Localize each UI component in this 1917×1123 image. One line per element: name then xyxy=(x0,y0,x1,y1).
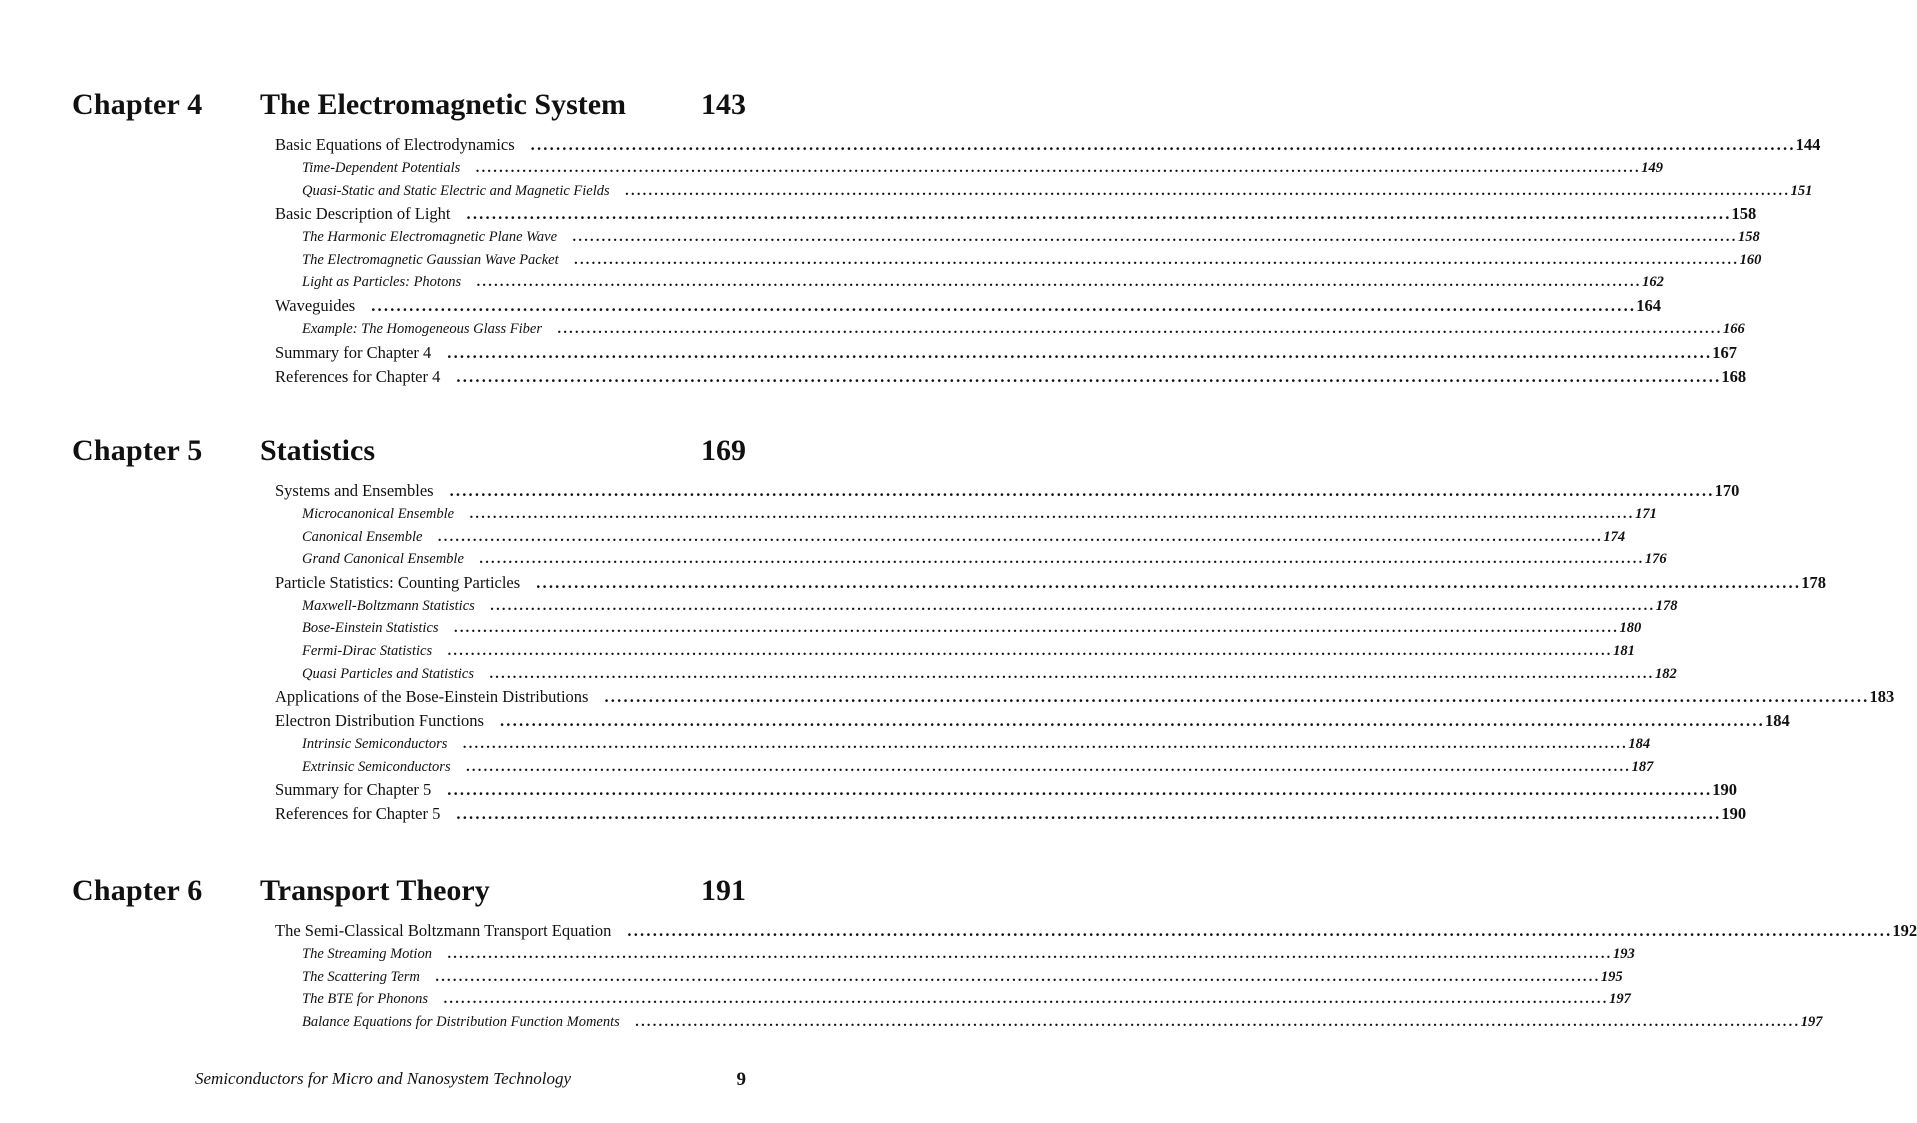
chapter-title: The Electromagnetic System xyxy=(260,88,627,121)
toc-subsection-entry[interactable] xyxy=(302,640,1635,663)
footer-book-title: Semiconductors for Micro and Nanosystem Technology xyxy=(195,1069,572,1088)
entry-page-number: 174 xyxy=(1603,528,1626,545)
toc-subsection-entry[interactable] xyxy=(302,1011,1823,1034)
dot-leader: ........................................................................................................................................................................................................ xyxy=(371,295,1637,315)
entry-title: The BTE for Phonons xyxy=(302,991,429,1008)
entry-title: Maxwell-Boltzmann Statistics xyxy=(302,597,475,614)
entry-page-number: 190 xyxy=(1712,780,1738,800)
entry-page-number: 144 xyxy=(1795,135,1821,154)
entry-title: Systems and Ensembles xyxy=(275,481,434,500)
toc-section-entry[interactable] xyxy=(275,685,1895,709)
entry-page-number: 170 xyxy=(1714,481,1740,500)
chapter-page-number: 143 xyxy=(701,88,746,121)
chapter-5-section xyxy=(72,434,1895,826)
dot-leader: ........................................................................................................................................................................................................ xyxy=(625,182,1791,199)
chapter-entries xyxy=(72,133,1821,389)
dot-leader: ........................................................................................................................................................................................................ xyxy=(489,665,1655,682)
toc-subsection-entry[interactable] xyxy=(302,548,1667,571)
dot-leader: ........................................................................................................................................................................................................ xyxy=(627,921,1893,940)
page-footer xyxy=(195,1069,746,1091)
toc-subsection-entry[interactable] xyxy=(302,663,1677,686)
toc-subsection-entry[interactable] xyxy=(302,271,1664,294)
entry-title: The Semi-Classical Boltzmann Transport Equation xyxy=(275,921,612,940)
dot-leader: ........................................................................................................................................................................................................ xyxy=(573,229,1739,246)
entry-title: Fermi-Dirac Statistics xyxy=(302,642,433,659)
dot-leader: ........................................................................................................................................................................................................ xyxy=(447,780,1713,800)
entry-title: Waveguides xyxy=(275,295,356,315)
chapter-label: Chapter 6 xyxy=(72,874,203,907)
entry-title: The Electromagnetic Gaussian Wave Packet xyxy=(302,251,559,268)
toc-subsection-entry[interactable] xyxy=(302,157,1664,180)
chapter-title: Transport Theory xyxy=(260,874,490,907)
entry-page-number: 184 xyxy=(1764,711,1790,731)
dot-leader: ........................................................................................................................................................................................................ xyxy=(454,620,1620,637)
toc-subsection-entry[interactable] xyxy=(302,966,1623,989)
dot-leader: ........................................................................................................................................................................................................ xyxy=(635,1013,1801,1030)
entry-title: Light as Particles: Photons xyxy=(302,274,462,291)
entry-title: Extrinsic Semiconductors xyxy=(302,758,451,775)
chapter-entries xyxy=(72,479,1895,826)
dot-leader: ........................................................................................................................................................................................................ xyxy=(604,687,1870,707)
entry-page-number: 149 xyxy=(1641,160,1664,176)
entry-title: Applications of the Bose-Einstein Distributions xyxy=(275,687,589,707)
chapter-label: Chapter 4 xyxy=(72,88,203,121)
entry-title: Summary for Chapter 5 xyxy=(275,780,432,800)
toc-section-entry[interactable] xyxy=(275,133,1821,157)
dot-leader: ........................................................................................................................................................................................................ xyxy=(558,320,1724,337)
entry-page-number: 184 xyxy=(1628,736,1651,753)
dot-leader: ........................................................................................................................................................................................................ xyxy=(490,597,1656,614)
entry-title: Basic Equations of Electrodynamics xyxy=(275,135,515,154)
entry-title: Microcanonical Ensemble xyxy=(302,506,455,522)
dot-leader: ........................................................................................................................................................................................................ xyxy=(476,160,1642,176)
entry-title: Particle Statistics: Counting Particles xyxy=(275,572,521,592)
chapter-label: Chapter 5 xyxy=(72,434,203,467)
footer-page-number: 9 xyxy=(736,1069,746,1090)
entry-page-number: 178 xyxy=(1655,597,1678,614)
dot-leader: ........................................................................................................................................................................................................ xyxy=(499,711,1765,731)
entry-page-number: 151 xyxy=(1790,182,1813,199)
entry-page-number: 180 xyxy=(1619,620,1642,637)
chapter-page-number: 169 xyxy=(701,434,746,467)
entry-title: Balance Equations for Distribution Function Moments xyxy=(302,1013,620,1030)
chapter-heading xyxy=(72,874,746,914)
toc-section-entry[interactable] xyxy=(275,571,1826,595)
dot-leader: ........................................................................................................................................................................................................ xyxy=(447,946,1613,962)
chapter-entries xyxy=(72,919,1917,1033)
entry-title: Example: The Homogeneous Glass Fiber xyxy=(302,320,543,337)
toc-section-entry[interactable] xyxy=(275,709,1790,733)
dot-leader: ........................................................................................................................................................................................................ xyxy=(463,736,1629,753)
entry-page-number: 182 xyxy=(1654,665,1677,682)
toc-section-entry[interactable] xyxy=(275,778,1738,802)
entry-page-number: 193 xyxy=(1612,946,1635,962)
entry-page-number: 197 xyxy=(1800,1013,1823,1030)
toc-subsection-entry[interactable] xyxy=(302,318,1745,341)
toc-section-entry[interactable] xyxy=(275,919,1917,943)
toc-section-entry[interactable] xyxy=(275,341,1738,365)
entry-title: Quasi-Static and Static Electric and Magnetic Fields xyxy=(302,182,610,199)
toc-section-entry[interactable] xyxy=(275,802,1747,826)
entry-page-number: 167 xyxy=(1712,342,1738,362)
toc-section-entry[interactable] xyxy=(275,202,1757,226)
dot-leader: ........................................................................................................................................................................................................ xyxy=(456,366,1722,386)
dot-leader: ........................................................................................................................................................................................................ xyxy=(470,506,1636,522)
entry-title: Grand Canonical Ensemble xyxy=(302,551,464,568)
entry-title: Quasi Particles and Statistics xyxy=(302,665,474,682)
chapter-heading xyxy=(72,434,746,474)
dot-leader: ........................................................................................................................................................................................................ xyxy=(466,758,1632,775)
entry-page-number: 195 xyxy=(1600,968,1623,985)
toc-subsection-entry[interactable] xyxy=(302,226,1760,249)
toc-subsection-entry[interactable] xyxy=(302,249,1762,272)
dot-leader: ........................................................................................................................................................................................................ xyxy=(447,342,1713,362)
toc-subsection-entry[interactable] xyxy=(302,733,1651,756)
entry-page-number: 178 xyxy=(1801,572,1826,592)
dot-leader: ........................................................................................................................................................................................................ xyxy=(574,251,1740,268)
entry-page-number: 181 xyxy=(1613,642,1635,659)
entry-title: Summary for Chapter 4 xyxy=(275,342,432,362)
entry-title: Time-Dependent Potentials xyxy=(302,160,461,176)
entry-page-number: 187 xyxy=(1631,758,1654,775)
toc-section-entry[interactable] xyxy=(275,365,1747,389)
toc-subsection-entry[interactable] xyxy=(302,526,1626,549)
entry-page-number: 164 xyxy=(1636,295,1661,315)
entry-page-number: 190 xyxy=(1721,804,1747,824)
entry-title: Canonical Ensemble xyxy=(302,528,423,545)
entry-page-number: 176 xyxy=(1644,551,1667,568)
entry-page-number: 171 xyxy=(1635,506,1657,522)
toc-subsection-entry[interactable] xyxy=(302,595,1678,618)
entry-page-number: 166 xyxy=(1723,320,1745,337)
entry-page-number: 160 xyxy=(1739,251,1762,268)
entry-title: Electron Distribution Functions xyxy=(275,711,484,731)
entry-title: Bose-Einstein Statistics xyxy=(302,620,439,637)
dot-leader: ........................................................................................................................................................................................................ xyxy=(466,204,1732,224)
toc-subsection-entry[interactable] xyxy=(302,756,1654,779)
dot-leader: ........................................................................................................................................................................................................ xyxy=(444,991,1610,1008)
chapter-heading xyxy=(72,88,746,128)
chapter-6-section xyxy=(72,874,1917,1033)
chapter-title: Statistics xyxy=(260,434,375,467)
entry-page-number: 192 xyxy=(1892,921,1917,940)
dot-leader: ........................................................................................................................................................................................................ xyxy=(438,528,1604,545)
entry-page-number: 158 xyxy=(1731,204,1757,224)
chapter-4-section xyxy=(72,88,1821,389)
dot-leader: ........................................................................................................................................................................................................ xyxy=(449,481,1715,500)
entry-page-number: 162 xyxy=(1642,274,1664,291)
entry-page-number: 158 xyxy=(1738,229,1760,246)
entry-title: Basic Description of Light xyxy=(275,204,451,224)
chapter-page-number: 191 xyxy=(701,874,746,907)
toc-section-entry[interactable] xyxy=(275,294,1661,318)
toc-section-entry[interactable] xyxy=(275,479,1740,503)
toc-subsection-entry[interactable] xyxy=(302,617,1642,640)
entry-title: The Scattering Term xyxy=(302,968,420,985)
dot-leader: ........................................................................................................................................................................................................ xyxy=(456,804,1722,824)
toc-subsection-entry[interactable] xyxy=(302,988,1631,1011)
dot-leader: ........................................................................................................................................................................................................ xyxy=(530,135,1796,154)
entry-title: The Streaming Motion xyxy=(302,946,432,962)
entry-page-number: 168 xyxy=(1721,366,1747,386)
entry-title: References for Chapter 5 xyxy=(275,804,441,824)
entry-page-number: 197 xyxy=(1609,991,1631,1008)
dot-leader: ........................................................................................................................................................................................................ xyxy=(536,572,1802,592)
dot-leader: ........................................................................................................................................................................................................ xyxy=(448,642,1614,659)
toc-subsection-entry[interactable] xyxy=(302,943,1635,966)
toc-subsection-entry[interactable] xyxy=(302,503,1657,526)
dot-leader: ........................................................................................................................................................................................................ xyxy=(477,274,1643,291)
toc-subsection-entry[interactable] xyxy=(302,180,1813,203)
entry-title: Intrinsic Semiconductors xyxy=(302,736,448,753)
entry-title: References for Chapter 4 xyxy=(275,366,441,386)
entry-page-number: 183 xyxy=(1869,687,1895,707)
dot-leader: ........................................................................................................................................................................................................ xyxy=(435,968,1601,985)
entry-title: The Harmonic Electromagnetic Plane Wave xyxy=(302,229,558,246)
dot-leader: ........................................................................................................................................................................................................ xyxy=(479,551,1645,568)
